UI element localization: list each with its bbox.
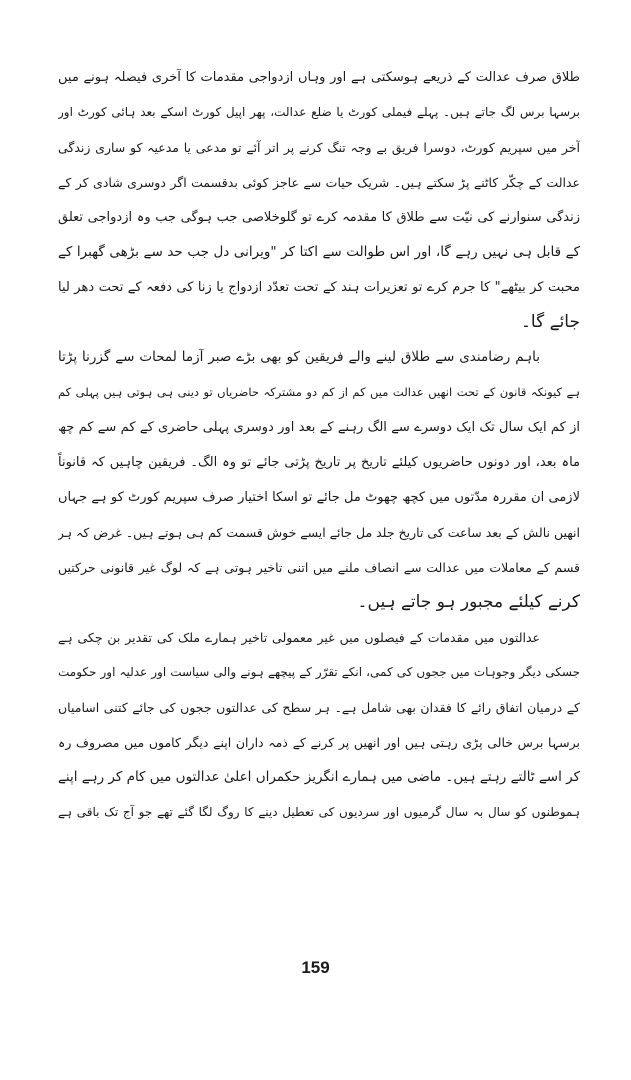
text-line: کے درمیان اتفاق رائے کا فقدان بھی شامل ہے۔ ہر سطح کی عدالتوں ججوں کی جائے کتنی اسامیاں — [58, 700, 580, 715]
paragraph-2 — [58, 340, 580, 620]
text-line: قسم کے معاملات میں عدالت سے انصاف ملنے میں اتنی تاخیر ہوتی ہے کہ لوگ غیر قانونی حرکتیں — [58, 560, 580, 575]
text-line: عدالت کے چکّر کاٹنے پڑ سکتے ہیں۔ شریک حیات سے عاجز کوئی بدقسمت اگر دوسری شادی کر کے — [58, 175, 580, 190]
text-line: ماہ بعد، اور دونوں حاضریوں کیلئے تاریخ پر تاریخ پڑتی جائے تو وہ الگ۔ فریقین چاہیں کہ قانوناً — [58, 455, 580, 470]
text-line: لازمی ان مقررہ مدّتوں میں کچھ چھوٹ مل جائے تو اسکا اختیار صرف سپریم کورٹ کو ہے جہاں — [58, 490, 580, 505]
text-line: محبت کر بیٹھے" کا جرم کرے تو تعزیرات ہند کے تحت تعدّد ازدواج یا زنا کی دفعہ کے تحت دھر لیا — [58, 280, 580, 295]
text-line: برسہا برس لگ جاتے ہیں۔ پہلے فیملی کورٹ یا ضلع عدالت، پھر اپیل کورٹ اسکے بعد ہائی کورٹ اور — [58, 105, 580, 119]
text-line: کے قابل ہی نہیں رہے گا، اور اس طوالت سے اکتا کر "ویرانی دل جب حد سے بڑھی گھبرا کے — [58, 244, 580, 260]
text-line: جائے گا۔ — [520, 312, 580, 332]
text-line: برسہا برس خالی پڑی رہتی ہیں اور انھیں پر کرنے کے ذمہ داران اپنے دیگر کاموں میں مصروف رہ — [58, 735, 580, 750]
text-line: جسکی دیگر وجوہات میں ججوں کی کمی، انکے تقرّر کے پیچھے ہونے والی سیاست اور عدلیہ اور حکومت — [58, 665, 580, 679]
text-line: عدالتوں میں مقدمات کے فیصلوں میں غیر معمولی تاخیر ہمارے ملک کی تقدیر بن چکی ہے — [58, 630, 540, 645]
page-text — [58, 60, 580, 830]
text-line: زندگی سنوارنے کی نیّت سے طلاق کا مقدمہ کرے تو گلوخلاصی جب ہوگی جب وہ ازدواجی تعلق — [58, 210, 580, 225]
paragraph-3 — [58, 620, 580, 830]
page-number: 159 — [301, 958, 330, 977]
text-line: باہم رضامندی سے طلاق لینے والے فریقین کو بھی بڑے صبر آزما لمحات سے گزرنا پڑتا — [58, 349, 540, 365]
text-line: ہموطنوں کو سال بہ سال گرمیوں اور سردیوں کی تعطیل دینے کا روگ لگا گئے تھے جو آج تک باقی ہے — [58, 805, 580, 819]
text-line: ہے کیونکہ قانون کے تحت انھیں عدالت میں کم از کم دو مشترکہ حاضریاں تو دینی ہی ہوتی ہیں پہلی کم — [58, 385, 580, 399]
text-line: کرنے کیلئے مجبور ہو جاتے ہیں۔ — [357, 592, 580, 612]
text-line: طلاق صرف عدالت کے ذریعے ہوسکتی ہے اور وہاں ازدواجی مقدمات کا آخری فیصلہ ہونے میں — [58, 70, 580, 85]
text-line: از کم ایک سال تک ایک دوسرے سے الگ رہنے کے بعد اور دوسری پہلی حاضری کے کم سے کم چھ — [58, 420, 580, 435]
paragraph-1 — [58, 60, 580, 340]
text-line: انھیں نالش کے بعد ساعت کی تاریخ جلد مل جائے ایسے خوش قسمت کم ہی ہوتے ہیں۔ غرض کہ ہر — [58, 525, 580, 540]
text-line: کر اسے ٹالتے رہتے ہیں۔ ماضی میں ہمارے انگریز حکمراں اعلیٰ عدالتوں میں کام کر رہے اپنے — [58, 769, 580, 785]
text-line: آخر میں سپریم کورٹ، دوسرا فریق بے وجہ تنگ کرنے پر اتر آئے تو مدعی یا مدعیہ کو ساری زندگی — [58, 140, 580, 155]
